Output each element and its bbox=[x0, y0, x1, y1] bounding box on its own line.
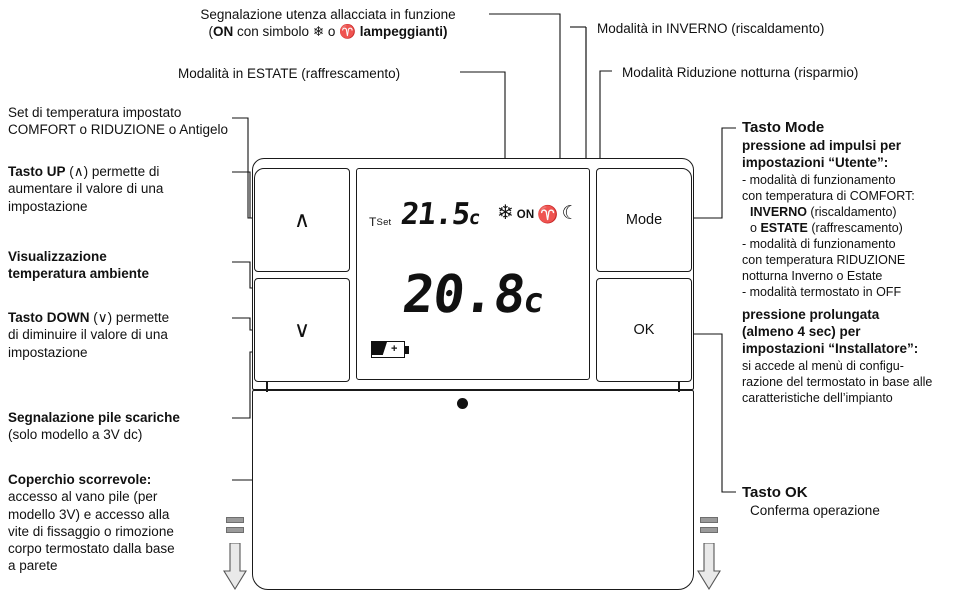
on-indicator: ON bbox=[516, 209, 535, 221]
status-icons-row bbox=[497, 203, 579, 223]
leader-inverno bbox=[466, 27, 586, 168]
leader-estate bbox=[442, 72, 505, 168]
setpoint-temperature: 21.5c bbox=[398, 197, 481, 232]
cover-tick-right bbox=[678, 382, 680, 392]
low-battery-icon: + bbox=[371, 341, 411, 358]
ambient-temperature: 20.8c bbox=[399, 265, 546, 325]
callout-visualizzazione-temperatura: Visualizzazione temperatura ambiente bbox=[8, 249, 150, 282]
sliding-cover[interactable] bbox=[252, 390, 694, 590]
cover-screw-dot bbox=[457, 398, 468, 409]
leader-riduzione bbox=[480, 71, 612, 168]
tset-label: TSet bbox=[369, 215, 392, 229]
down-button[interactable] bbox=[254, 278, 350, 382]
moon-icon: ☾ bbox=[561, 203, 579, 224]
callout-estate: Modalità in ESTATE (raffrescamento) bbox=[178, 66, 401, 81]
snowflake-icon: ❄ bbox=[497, 202, 514, 224]
callout-tasto-up: Tasto UP (∧) permette di aumentare il valore di una impostazione bbox=[8, 164, 164, 214]
ok-button[interactable] bbox=[596, 278, 692, 382]
callout-riduzione-notturna: Modalità Riduzione notturna (risparmio) bbox=[622, 65, 859, 80]
flame-icon: ♈ bbox=[537, 205, 559, 224]
leader-ok bbox=[690, 334, 736, 492]
thermostat-device bbox=[252, 158, 694, 590]
up-button[interactable] bbox=[254, 168, 350, 272]
cover-tick-left bbox=[266, 382, 268, 392]
up-button-label: ∧ bbox=[293, 207, 311, 232]
ok-button-label: OK bbox=[633, 322, 655, 338]
callout-tasto-down: Tasto DOWN (∨) permette di diminuire il valore di una impostazione bbox=[8, 310, 170, 360]
mode-button[interactable] bbox=[596, 168, 692, 272]
callout-utenza-allacciata: Segnalazione utenza allacciata in funzione (ON con simbolo ❄ o ♈ lampeggianti) bbox=[200, 7, 456, 40]
callout-tasto-ok: Tasto OK Conferma operazione bbox=[742, 484, 880, 519]
callout-set-temperatura: Set di temperatura impostato COMFORT o RIDUZIONE o Antigelo bbox=[8, 105, 229, 138]
lcd-display bbox=[356, 168, 590, 380]
mode-button-label: Mode bbox=[625, 212, 663, 228]
down-button-label: ∨ bbox=[293, 317, 311, 342]
callout-inverno: Modalità in INVERNO (riscaldamento) bbox=[597, 21, 825, 36]
leader-mode bbox=[690, 128, 736, 218]
cover-slide-arrow-right bbox=[696, 517, 722, 591]
callout-coperchio-scorrevole: Coperchio scorrevole: accesso al vano pile (per modello 3V) e accesso alla vite di fissaggio o rimozione corpo termostato dalla base a parete bbox=[8, 472, 175, 574]
callout-pile-scariche: Segnalazione pile scariche (solo modello a 3V dc) bbox=[8, 410, 180, 443]
callout-tasto-mode: Tasto Mode pressione ad impulsi per impostazioni “Utente”: - modalità di funzionamento con temperatura di COMFORT: INVERNO (riscaldamento) o ESTATE (raffrescamento) - modalità di funzionamento con temperatura RIDUZIONE notturna Inverno o Estate - modalità termostato in OFF pressione prolungata (almeno 4 sec) per impostazioni “Installatore”: si accede al menù di configu- razione del termostato in base alle caratteristiche dell’impianto bbox=[742, 119, 933, 405]
